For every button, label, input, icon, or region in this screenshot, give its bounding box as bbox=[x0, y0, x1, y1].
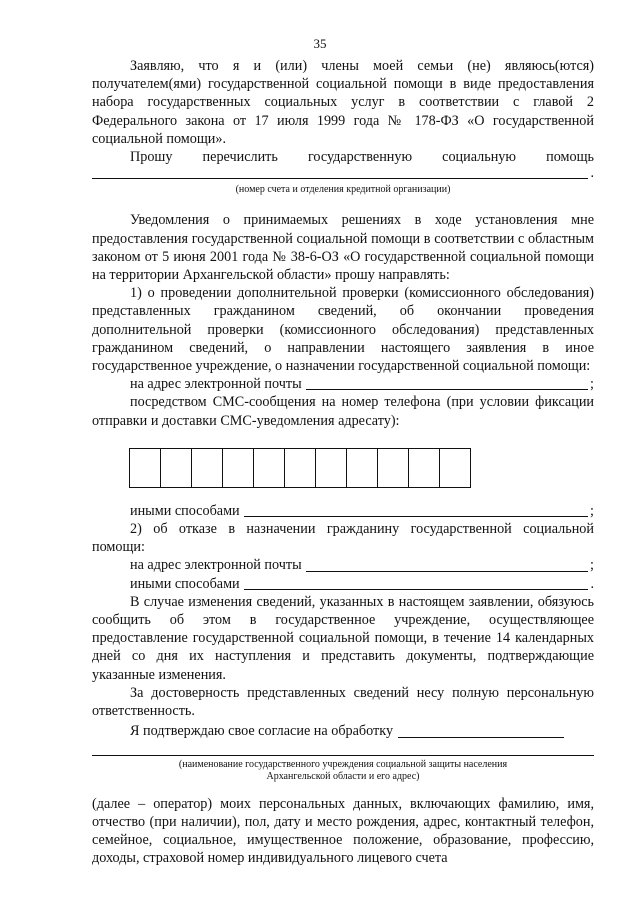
responsibility-paragraph: За достоверность представленных сведений несу полную персональную ответственность. bbox=[92, 684, 594, 720]
phone-digit-cell[interactable] bbox=[160, 448, 192, 488]
consent-row bbox=[92, 722, 594, 740]
change-obligation-paragraph: В случае изменения сведений, указанных в настоящем заявлении, обязуюсь сообщить об этом в государственное учреждение, осуществляющее предоставление государственной социальной помощи, в течение 14 календарных дней со дня их наступления и представить документы, подтверждающие указанные изменения. bbox=[92, 593, 594, 683]
phone-digit-cell[interactable] bbox=[346, 448, 378, 488]
institution-caption-line-1: (наименование государственного учреждения социальной защиты населения bbox=[178, 758, 508, 770]
other-field-2[interactable] bbox=[244, 575, 589, 590]
phone-digit-cell[interactable] bbox=[253, 448, 285, 488]
phone-digit-cell[interactable] bbox=[439, 448, 471, 488]
bank-account-field[interactable] bbox=[92, 164, 588, 179]
email-row-1 bbox=[92, 375, 594, 393]
transfer-request-text: Прошу перечислить государственную социальную помощь bbox=[130, 149, 594, 166]
other-label-1: иными способами bbox=[130, 502, 240, 519]
consent-text: Я подтверждаю свое согласие на обработку bbox=[130, 723, 394, 740]
transfer-end-mark: . bbox=[590, 165, 594, 182]
other-end-1: ; bbox=[590, 502, 594, 519]
page-number: 35 bbox=[313, 36, 327, 51]
email-row-2 bbox=[92, 556, 594, 574]
institution-caption-line-2: Архангельской области и его адрес) bbox=[266, 770, 420, 782]
email-label-1: на адрес электронной почты bbox=[130, 376, 302, 393]
other-end-2: . bbox=[590, 575, 594, 592]
phone-digit-cell[interactable] bbox=[284, 448, 316, 488]
statement-paragraph: Заявляю, что я и (или) члены моей семьи (не) являюсь(ются) получателем(ями) государственной социальной помощи в виде предоставления набора государственных социальных услуг в соответствии с главой 2 Федерального закона от 17 июля 1999 года № 178-ФЗ «О государственной социальной помощи». bbox=[92, 58, 594, 147]
other-field-1[interactable] bbox=[244, 502, 588, 517]
other-row-2 bbox=[92, 575, 594, 593]
phone-digit-cell[interactable] bbox=[377, 448, 409, 488]
bank-account-caption: (номер счета и отделения кредитной организации) bbox=[235, 184, 451, 196]
institution-field-start[interactable] bbox=[398, 723, 564, 738]
phone-digit-cell[interactable] bbox=[315, 448, 347, 488]
institution-field-line[interactable] bbox=[92, 741, 594, 756]
other-row-1 bbox=[92, 502, 594, 520]
notifications-paragraph: Уведомления о принимаемых решениях в ходе установления мне предоставления государственной социальной помощи в соответствии с областным законом от 5 июня 2001 года № 38-6-ОЗ «О государственной социальной помощи на территории Архангельской области» прошу направлять: bbox=[92, 212, 594, 284]
email-field-1[interactable] bbox=[306, 375, 588, 390]
bank-account-row bbox=[92, 164, 594, 182]
item-2-text: 2) об отказе в назначении гражданину государственной социальной помощи: bbox=[92, 521, 594, 556]
email-label-2: на адрес электронной почты bbox=[130, 557, 302, 574]
phone-digit-cell[interactable] bbox=[408, 448, 440, 488]
email-end-2: ; bbox=[590, 557, 594, 574]
operator-paragraph: (далее – оператор) моих персональных данных, включающих фамилию, имя, отчество (при наличии), пол, дату и место рождения, адрес, контактный телефон, семейное, социальное, имущественное положение, образование, профессию, доходы, страховой номер индивидуального лицевого счета bbox=[92, 795, 594, 867]
phone-digit-cell[interactable] bbox=[129, 448, 161, 488]
phone-digit-cell[interactable] bbox=[191, 448, 223, 488]
phone-digit-cell[interactable] bbox=[222, 448, 254, 488]
other-label-2: иными способами bbox=[130, 575, 240, 592]
item-1-text: 1) о проведении дополнительной проверки (комиссионного обследования) представленных гражданином сведений, об окончании проведения дополнительной проверки (комиссионного обследования) представленных гражданином сведений, о направлении настоящего заявления в иное государственное учреждение, о назначении государственной социальной помощи: bbox=[92, 285, 594, 375]
phone-number-grid bbox=[129, 448, 594, 488]
document-body bbox=[92, 57, 594, 867]
sms-text: посредством СМС-сообщения на номер телефона (при условии фиксации отправки и доставки СМС-уведомления адресату): bbox=[92, 394, 594, 429]
email-end-1: ; bbox=[590, 376, 594, 393]
email-field-2[interactable] bbox=[306, 557, 588, 572]
